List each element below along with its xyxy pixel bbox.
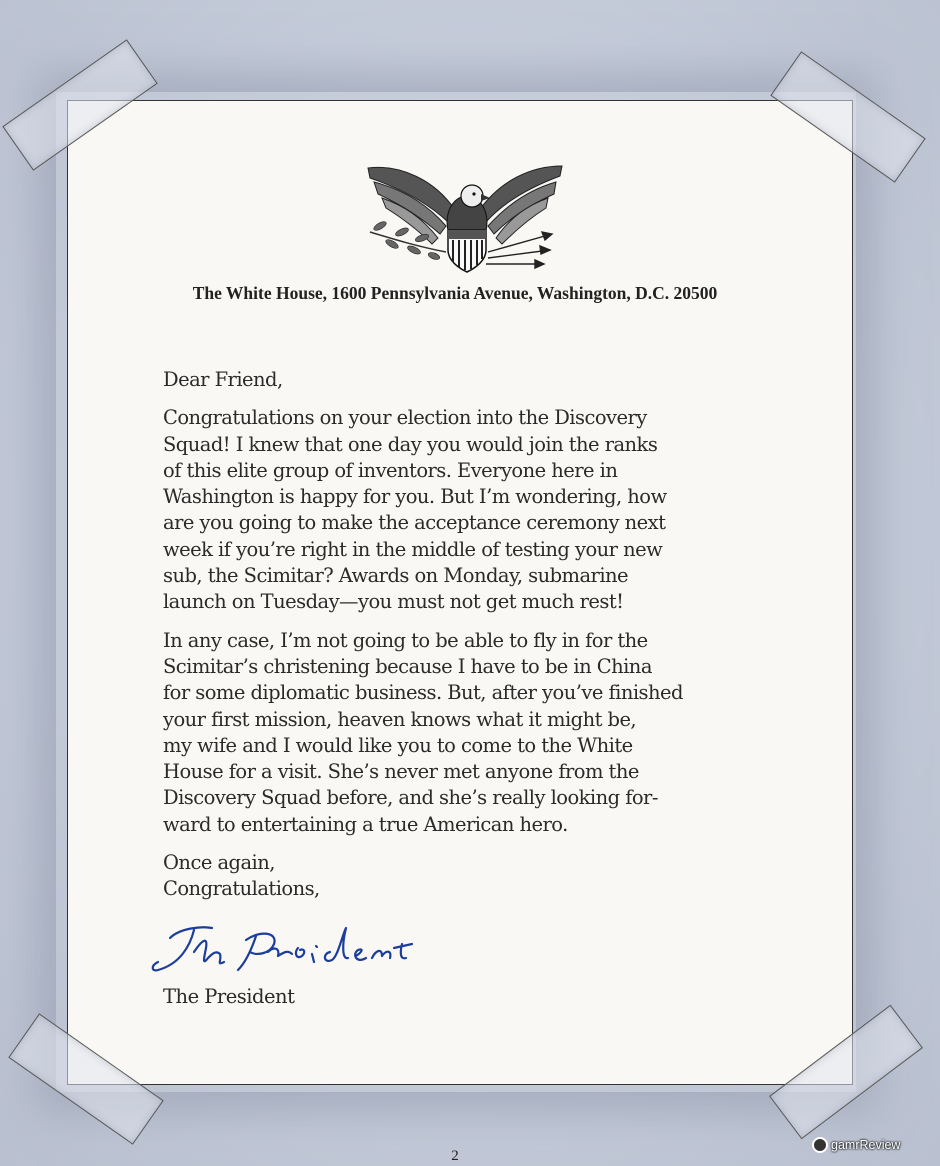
paragraph-1 <box>163 405 803 615</box>
text-line: for some diplomatic business. But, after you’ve finished <box>163 681 683 705</box>
watermark-text: gamrReview <box>831 1138 901 1152</box>
text-line: House for a visit. She’s never met anyone from the <box>163 760 639 784</box>
watermark-logo-icon <box>812 1137 828 1153</box>
text-line: of this elite group of inventors. Everyone here in <box>163 458 618 482</box>
letterhead-address: The White House, 1600 Pennsylvania Avenue, Washington, D.C. 20500 <box>192 283 718 303</box>
text-line: Discovery Squad before, and she’s really looking for- <box>163 786 658 810</box>
salutation: Dear Friend, <box>163 368 283 391</box>
text-line: Scimitar’s christening because I have to be in China <box>163 654 652 678</box>
text-line: Congratulations, <box>163 877 320 901</box>
text-line: Congratulations on your election into the Discovery <box>163 406 647 430</box>
text-line: launch on Tuesday—you must not get much rest! <box>163 590 624 614</box>
text-line: Washington is happy for you. But I’m wondering, how <box>163 485 667 509</box>
text-line: In any case, I’m not going to be able to fly in for the <box>163 628 648 652</box>
text-line: are you going to make the acceptance ceremony next <box>163 511 666 535</box>
eagle-seal-icon <box>360 160 570 280</box>
text-line: sub, the Scimitar? Awards on Monday, submarine <box>163 564 629 588</box>
text-line: your first mission, heaven knows what it might be, <box>163 707 637 731</box>
page-number: 2 <box>451 1148 459 1164</box>
signature-caption: The President <box>163 985 295 1008</box>
text-line: ward to entertaining a true American hero. <box>163 812 568 836</box>
text-line: my wife and I would like you to come to the White <box>163 733 633 757</box>
watermark <box>812 1134 900 1156</box>
letter-body <box>163 367 803 915</box>
paragraph-2 <box>163 628 803 838</box>
signature-text: The President <box>150 987 158 988</box>
handwritten-signature <box>150 918 420 988</box>
text-line: week if you’re right in the middle of testing your new <box>163 537 663 561</box>
text-line: Once again, <box>163 851 275 875</box>
text-line: Squad! I knew that one day you would join the ranks <box>163 432 658 456</box>
closing <box>163 850 803 903</box>
